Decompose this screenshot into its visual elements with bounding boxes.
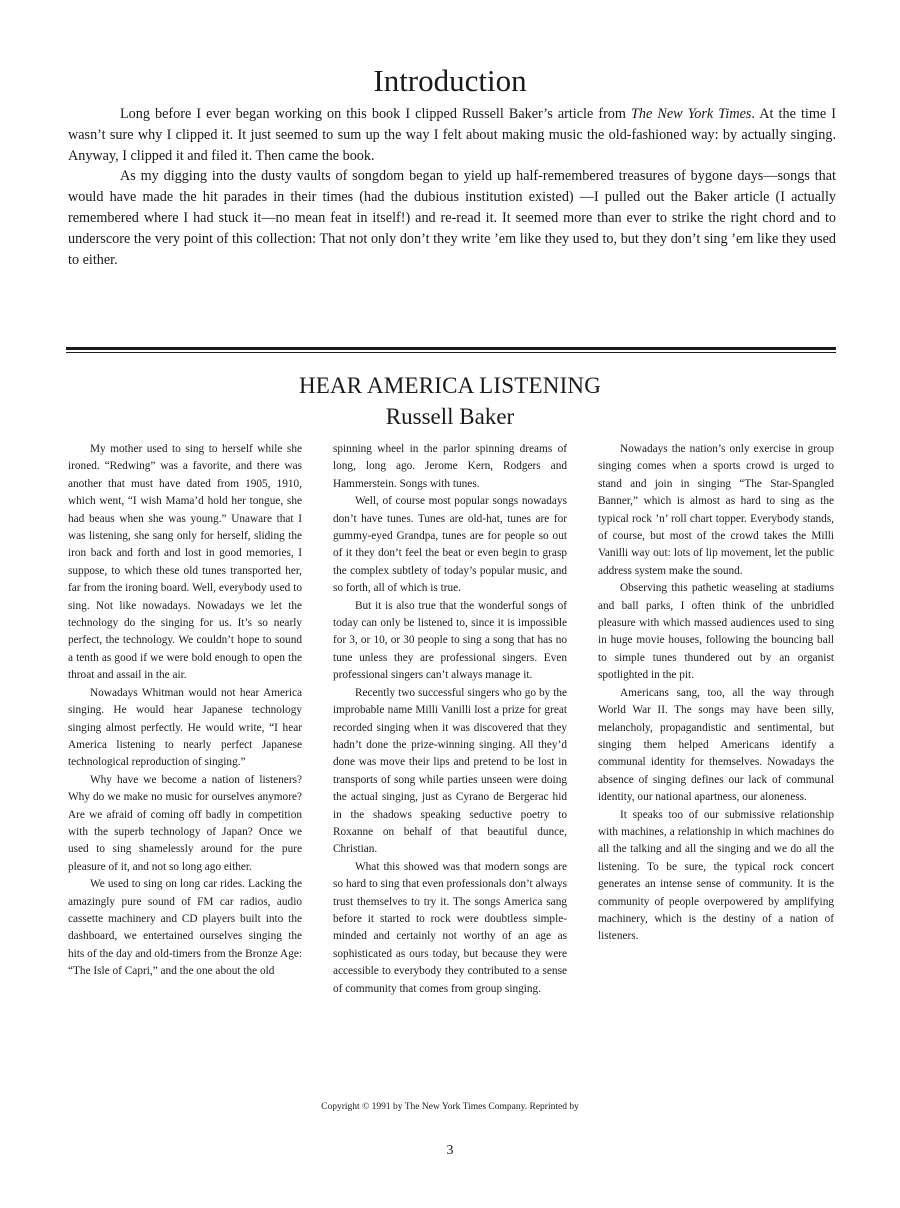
intro-paragraph-2: As my digging into the dusty vaults of songdom began to yield up half-remembered treasures of bygone days—songs that would have made the hit parades in their times (had the dubious institution existed) —I pulled out the Baker article (I actually remembered where I had stuck it—no mean feat in itself!) and re-read it. It seemed more than ever to strike the right chord and to underscore the very point of this collection: That not only don’t they write ’em like they used to, but they don’t sing ’em like they used to either. (68, 168, 836, 268)
article-paragraph: What this showed was that modern songs are so hard to sing that even professionals don’t always trust themselves to try it. The songs America sang before it started to rock were doubtless simple-minded and certainly not worthy of an age as sophisticated as ours today, but because they were accessible to everybody they contributed to a sense of community that comes from group singing. (333, 860, 567, 995)
article-paragraph: Nowadays the nation’s only exercise in group singing comes when a sports crowd is urged to stand and join in singing “The Star-Spangled Banner,” which is almost as hard to sing as the typical rock ’n’ roll chart topper. Everybody stands, of course, but most of the crowd takes the Milli Vanilli way out: lots of lip movement, let the public address system make the sound. (598, 443, 834, 577)
source-publication: The New York Times (631, 106, 752, 122)
article-paragraph: Nowadays Whitman would not hear America singing. He would hear Japanese technology singing almost perfectly. He would write, “I hear America listening to nearly perfect Japanese technological reproduction of singing.” (68, 686, 302, 769)
article-paragraph: Observing this pathetic weaseling at stadiums and ball parks, I often think of the unbridled pleasure with which massed audiences used to sing in huge movie houses, following the bouncing ball to simple tunes thundered out by an organist spotlighted in the pit. (598, 582, 834, 682)
copyright-notice: Copyright © 1991 by The New York Times Company. Reprinted by (321, 1102, 579, 1112)
article-paragraph: Well, of course most popular songs nowadays don’t have tunes. Tunes are old-hat, tunes are for gummy-eyed Grandpa, tunes are for people so out of it they don’t feel the beat or even begin to grasp the complex subtlety of today’s popular music, and so forth, all of which is true. (333, 495, 567, 595)
article-paragraph: It speaks too of our submissive relationship with machines, a relationship in which machines do all the talking and all the singing and we do all the listening. To be sure, the typical rock concert generates an intense sense of community. It is the community of people overpowered by amplifying machinery, which is the destiny of a nation of listeners. (598, 808, 834, 943)
intro-paragraph-1 (68, 104, 836, 166)
article-column-2 (333, 441, 567, 998)
article-author: Russell Baker (385, 404, 515, 429)
article-column-3 (598, 441, 834, 946)
article-paragraph: My mother used to sing to herself while she ironed. “Redwing” was a favorite, and there was another that must have dated from 1905, 1910, which went, “I wish Mama’d hold her tongue, she had beaus when she was young.” Unaware that I was listening, she sang only for herself, sliding the iron back and forth and lost in good memories, I suppose, to which these old tunes transported her, far from the ironing board. Well, everybody used to sing. Not like nowadays. Nowadays we let the technology do the singing for us. It’s so nearly perfect, the technology. We couldn’t hope to sound a tenth as good if we were bold enough to open the throat and assail in the air. (68, 443, 302, 682)
page-number: 3 (446, 1143, 454, 1158)
intro-paragraph-1-rest: . At the time I wasn’t sure why I clipped it. It just seemed to sum up the way I felt about making music the old-fashioned way: by actually singing. Anyway, I clipped it and filed it. Then came the book. (68, 106, 837, 164)
article-paragraph: Why have we become a nation of listeners? Why do we make no music for ourselves anymore? Are we afraid of coming off badly in competition with the superb technology of Japan? Once we used to sing shamelessly around for the pure pleasure of it, and not so long ago either. (68, 773, 302, 873)
article-paragraph: Recently two successful singers who go by the improbable name Milli Vanilli lost a prize for great recorded singing when it was discovered that they hadn’t done the prize-winning singing. All they’d done was move their lips and pretend to be lost in transports of song while parties unseen were doing the actual singing, just as Cyrano de Bergerac hid in the shadows speaking seductive poetry to Roxanne on behalf of that beautiful dunce, Christian. (333, 686, 567, 856)
section-divider-thick (66, 347, 836, 350)
article-paragraph: But it is also true that the wonderful songs of today can only be listened to, since it is impossible for 3, or 10, or 30 people to sing a song that has no tune unless they are professional singers. Even professional singers can’t always manage it. (333, 599, 567, 682)
introduction-body (68, 104, 836, 270)
article-column-1 (68, 441, 302, 981)
intro-paragraph-1-lead: Long before I ever began working on this book I clipped Russell Baker’s article from (120, 106, 632, 122)
article-paragraph: We used to sing on long car rides. Lacking the amazingly pure sound of FM car radios, audio cassette machinery and CD players built into the dashboard, we entertained ourselves singing the hits of the day and old-timers from the Bronze Age: “The Isle of Capri,” and the one about the old (68, 878, 302, 978)
section-divider-thin (66, 352, 836, 353)
article-paragraph-continued: spinning wheel in the parlor spinning dreams of long, long ago. Jerome Kern, Rodgers and Hammerstein. Songs with tunes. (333, 443, 567, 490)
page-title: Introduction (373, 63, 527, 98)
article-paragraph: Americans sang, too, all the way through World War II. The songs may have been silly, melancholy, propagandistic and sentimental, but singing them helped Americans identify a communal identity for themselves. Nowadays the absence of singing defines our lack of communal identity, our national apartness, our aloneness. (598, 686, 834, 804)
article-title: HEAR AMERICA LISTENING (298, 373, 602, 398)
